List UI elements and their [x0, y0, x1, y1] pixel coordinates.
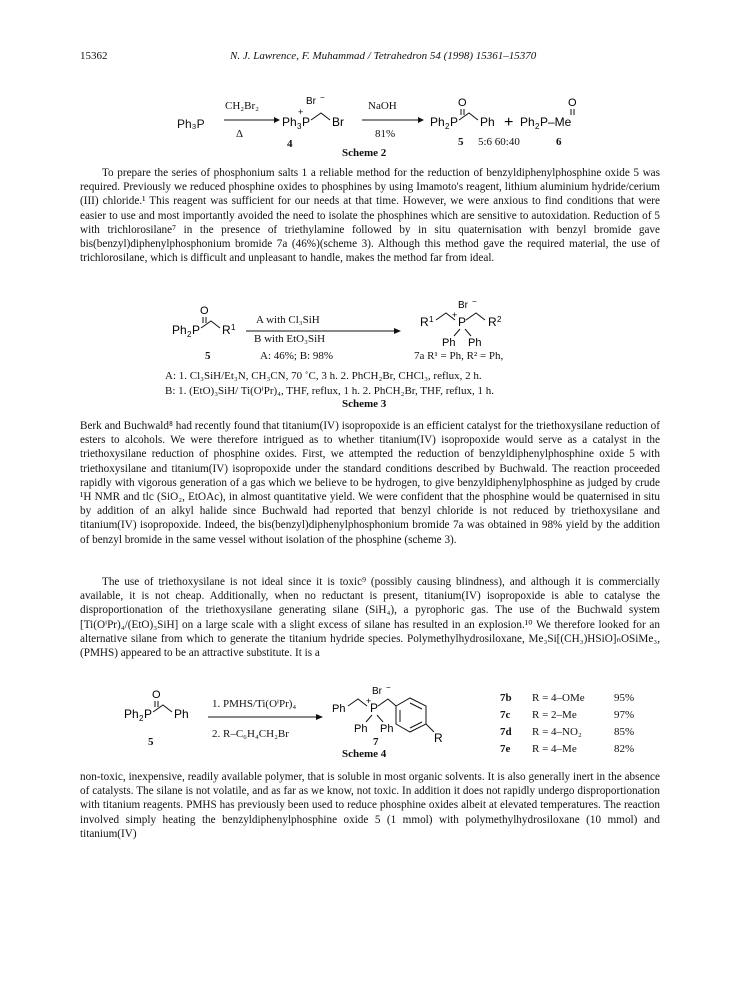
scheme2-product-label: 5: [458, 136, 464, 148]
svg-text:−: −: [472, 297, 477, 306]
svg-text:Ph: Ph: [430, 115, 445, 129]
substituent: R = 4–Me: [532, 743, 577, 755]
scheme4-arrow: [206, 712, 326, 722]
scheme3-reactant-structure: [170, 302, 250, 344]
svg-text:P: P: [192, 323, 201, 337]
scheme2-product2-label: 6: [556, 136, 562, 148]
svg-text:Br: Br: [372, 686, 382, 697]
scheme3-product-label: 7a R¹ = Ph, R² = Ph,: [414, 350, 504, 362]
scheme4-step2: 2. R–C₆H₄CH₂Br: [212, 728, 289, 740]
svg-text:P: P: [458, 315, 467, 329]
scheme4-product-structure: [330, 682, 472, 754]
scheme3-product-structure: [418, 296, 518, 350]
scheme2-intermediate-structure: [280, 92, 360, 138]
scheme2-arrow2: [360, 114, 426, 126]
svg-text:O: O: [458, 97, 467, 109]
svg-text:1: 1: [429, 315, 434, 324]
svg-text:P: P: [450, 115, 459, 129]
scheme4-reactant-structure: [122, 686, 202, 728]
svg-text:−: −: [320, 93, 325, 102]
svg-text:Ph: Ph: [442, 337, 456, 349]
scheme2-arrow1-top: CH₂Br₂: [225, 100, 259, 112]
svg-text:O: O: [152, 689, 161, 701]
scheme4-caption: Scheme 4: [342, 748, 387, 760]
scheme3-reactant-label: 5: [205, 350, 211, 362]
scheme2-reactant: Ph₃P: [177, 117, 205, 131]
compound-id: 7d: [500, 726, 512, 738]
scheme2-products-structure: [428, 92, 588, 138]
scheme3-conditions-a: A: 1. Cl₃SiH/Et₃N, CH₃CN, 70 ˚C, 3 h. 2. PhCH₂Br, CHCl₃, reflux, 2 h.: [165, 370, 482, 382]
svg-text:3: 3: [297, 122, 302, 131]
compound-id: 7e: [500, 743, 511, 755]
table-row: [500, 724, 634, 741]
scheme3-conditions-b: B: 1. (EtO)₃SiH/ Ti(OⁱPr)₄, THF, reflux, 1 h. 2. PhCH₂Br, THF, reflux, 1 h.: [165, 385, 494, 397]
svg-text:O: O: [200, 305, 209, 317]
scheme2-ratio: 5:6 60:40: [478, 136, 520, 148]
svg-text:Ph: Ph: [172, 323, 187, 337]
svg-text:Ph: Ph: [520, 115, 535, 129]
paragraph-1: To prepare the series of phosphonium salts 1 a reliable method for the reduction of benzyldiphenylphosphine oxide 5 was required. Previously we reduced phosphine oxides to phosphines by using Imamoto's reagent, lithium aluminium hydride/cerium (III) chloride.¹ This reagent was sufficient for our needs at that time. However, we were anxious to find conditions that were easier to use and most importantly avoided the need to isolate the phosphines which are sensitive to autoxidation. Reduction of 5 with trichlorosilane⁷ in the presence of triethylamine followed by in situ quaternisation with benzyl bromide gave bis(benzyl)diphenylphosphonium bromide 7a (46%)(scheme 3). Although this method gave the required material, the use of trichlorosilane, which is difficult and unpleasant to handle, makes the method far from ideal.: [80, 167, 660, 265]
substituent: R = 2–Me: [532, 709, 577, 721]
table-row: [500, 741, 634, 758]
svg-text:+: +: [298, 107, 304, 117]
svg-text:R: R: [420, 315, 429, 329]
svg-text:2: 2: [139, 714, 144, 723]
paragraph-2: Berk and Buchwald⁸ had recently found that titanium(IV) isopropoxide is an efficient catalyst for the triethoxysilane reduction of esters to alcohols. We were therefore intrigued as to whether titanium(IV) isopropoxide would serve as a catalyst in the triethoxysilane reduction of phosphine oxides. First, we attempted the reduction of benzyldiphenylphosphine oxide 5 with triethoxysilane and titanium(IV) isopropoxide under the standard conditions described by Buchwald. The reaction proceeded rapidly with vigorous generation of a gas which we believe to be hydrogen, to give benzyldiphenylphosphine as judged by crude ¹H NMR and tlc (SiO₂, EtOAc), in almost quantitative yield. We were confident that the phosphine would be quaternised in situ by addition of an alkyl halide since Buchwald had reported that benzyl chloride is not reduced by triethoxysilane and titanium(IV) isopropoxide. Indeed, the bis(benzyl)diphenylphosphonium bromide 7a was obtained in 98% yield by the addition of benzyl bromide in the same vessel without isolation of the phosphine (scheme 3).: [80, 420, 660, 546]
svg-text:P–Me: P–Me: [540, 115, 572, 129]
svg-text:+: +: [366, 696, 372, 706]
svg-text:2: 2: [445, 122, 450, 131]
scheme3-caption: Scheme 3: [342, 398, 387, 410]
scheme2-caption: Scheme 2: [342, 147, 387, 159]
svg-text:+: +: [452, 310, 458, 320]
svg-text:P: P: [370, 701, 379, 715]
svg-text:Ph: Ph: [332, 703, 346, 715]
svg-text:Ph: Ph: [354, 723, 368, 735]
svg-text:2: 2: [497, 315, 502, 324]
scheme2-arrow1-bottom: Δ: [236, 128, 244, 140]
svg-text:Ph: Ph: [174, 707, 189, 721]
running-header: N. J. Lawrence, F. Muhammad / Tetrahedron 54 (1998) 15361–15370: [230, 50, 537, 62]
svg-text:Br: Br: [332, 115, 344, 129]
substituent: R = 4–NO₂: [532, 726, 582, 738]
svg-text:Br: Br: [306, 96, 316, 107]
scheme3-yields: A: 46%; B: 98%: [260, 350, 334, 362]
page-number: 15362: [80, 50, 108, 62]
scheme4-substituent-table: [500, 690, 634, 758]
svg-text:Ph: Ph: [124, 707, 139, 721]
svg-text:P: P: [144, 707, 153, 721]
scheme2-arrow2-top: NaOH: [368, 100, 397, 112]
table-row: [500, 707, 634, 724]
svg-text:2: 2: [187, 330, 192, 339]
scheme2-arrow1: [222, 114, 282, 126]
svg-text:+: +: [504, 114, 514, 131]
svg-text:P: P: [302, 115, 311, 129]
scheme4-reactant-label: 5: [148, 736, 154, 748]
svg-text:2: 2: [535, 122, 540, 131]
svg-text:O: O: [568, 97, 577, 109]
svg-text:Br: Br: [458, 300, 468, 311]
scheme2-arrow2-bottom: 81%: [375, 128, 396, 140]
svg-text:Ph: Ph: [480, 115, 495, 129]
svg-text:Ph: Ph: [282, 115, 297, 129]
yield: 82%: [614, 743, 635, 755]
compound-id: 7c: [500, 709, 511, 721]
svg-text:R: R: [488, 315, 497, 329]
scheme3-arrow-top: A with Cl₃SiH: [256, 314, 320, 326]
svg-text:R: R: [434, 731, 443, 745]
svg-text:Ph: Ph: [468, 337, 482, 349]
svg-text:−: −: [386, 683, 391, 692]
table-row: [500, 690, 634, 707]
paragraph-4: non-toxic, inexpensive, readily available polymer, that is soluble in most organic solvents. It is also generally inert in the absence of catalysts. The silane is not volatile, and as far as we know, not toxic. In addition it does not rapidly undergo disproportionation with titanium reagents. PMHS has previously been used to reduce phosphine oxides albeit at elevated temperatures. The reaction involved simply heating the benzyldiphenylphosphine oxide 5 (1 mmol) with polymethylhydrosiloxane (10 mmol) and titanium(IV): [80, 771, 660, 840]
yield: 97%: [614, 709, 635, 721]
scheme4-product-label: 7: [373, 736, 379, 748]
scheme2-intermediate-label: 4: [287, 138, 293, 150]
compound-id: 7b: [500, 692, 512, 704]
substituent: R = 4–OMe: [532, 692, 585, 704]
scheme4-step1: 1. PMHS/Ti(OⁱPr)₄: [212, 698, 297, 710]
scheme3-arrow-bottom: B with EtO₃SiH: [254, 333, 326, 345]
yield: 95%: [614, 692, 635, 704]
svg-text:1: 1: [231, 323, 236, 332]
svg-text:Ph: Ph: [380, 723, 394, 735]
yield: 85%: [614, 726, 635, 738]
paragraph-3: The use of triethoxysilane is not ideal since it is toxic⁹ (possibly causing blindness), and although it is commercially available, it is not cheap. Additionally, when no reductant is present, titanium(IV) isopropoxide is able to catalyse the disproportionation of the triethoxysilane generating silane (SiH₄), a pyrophoric gas. The use of the Buchwald system [Ti(OⁱPr)₄/(EtO)₃SiH] on a large scale with a slight excess of silane has resulted in an explosion.¹⁰ We therefore looked for an alternative silane from which to generate the titanium hydride species. Polymethylhydrosiloxane, Me₃Si[(CH₃)HSiO]ₙOSiMe₃, (PMHS) appeared to be an attractive substitute. It is a: [80, 576, 660, 660]
svg-text:R: R: [222, 323, 231, 337]
